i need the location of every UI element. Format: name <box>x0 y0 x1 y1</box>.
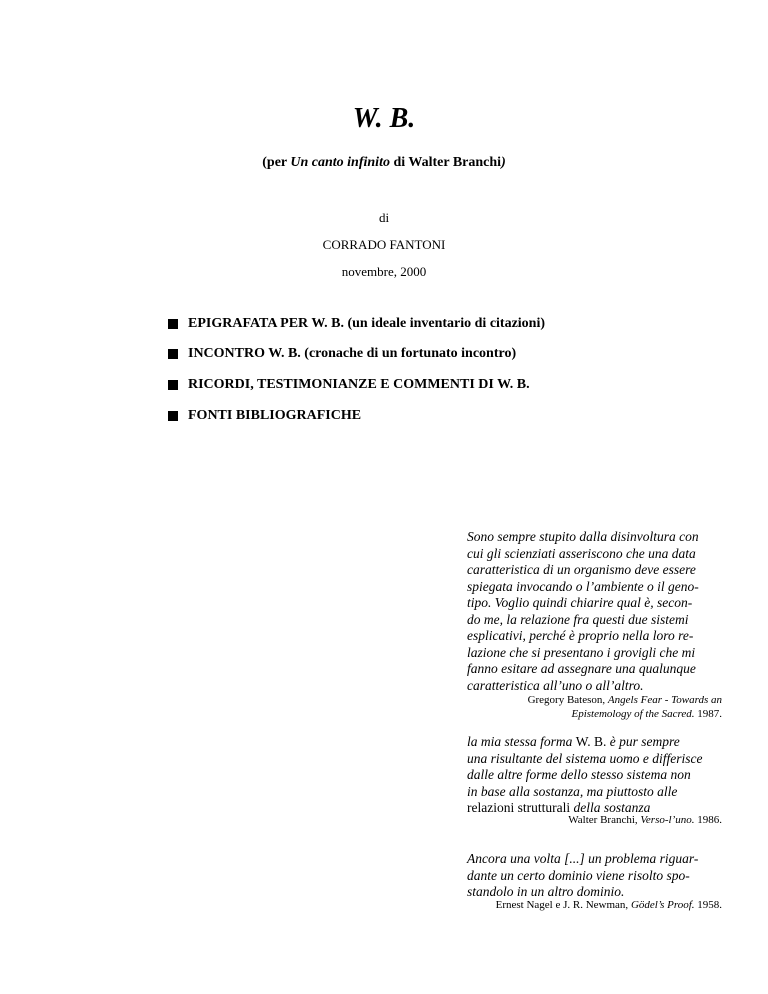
citation-year: 1987. <box>694 708 722 720</box>
quote-line: dante un certo dominio viene risolto spo- <box>467 867 690 883</box>
publication-date: novembre, 2000 <box>341 264 427 279</box>
epigraph-branchi <box>467 734 737 817</box>
document-title: W. B. <box>352 103 416 134</box>
quote-fragment: relazioni strutturali <box>467 800 571 815</box>
by-line: di <box>378 210 390 225</box>
author-name: CORRADO FANTONI <box>322 237 446 252</box>
quote-line: in base alla sostanza, ma piuttosto alle <box>467 783 678 799</box>
document-subtitle <box>0 155 768 171</box>
citation-work: Verso-l’uno. <box>640 814 695 826</box>
quote-line: cui gli scienziati asseriscono che una data <box>467 545 696 561</box>
quote-line: tipo. Voglio quindi chiarire qual è, secon- <box>467 595 693 610</box>
citation-work: Epistemology of the Sacred. <box>571 708 695 720</box>
quote-line: Sono sempre stupito dalla disinvoltura con <box>467 529 699 544</box>
section-link-label: FONTI BIBLIOGRAFICHE <box>188 408 362 423</box>
citation-year: 1986. <box>694 814 722 826</box>
quote-line: una risultante del sistema uomo e differisce <box>467 750 703 766</box>
subtitle-middle: di Walter Branchi <box>389 155 502 170</box>
citation-author: Ernest Nagel e J. R. Newman, <box>495 899 631 911</box>
subtitle-close: ) <box>501 155 506 170</box>
quote-fragment: della sostanza <box>570 800 651 815</box>
quote-line: lazione che si presentano i grovigli che mi <box>467 644 696 660</box>
citation-author: Walter Branchi, <box>568 814 641 826</box>
section-link-label: RICORDI, TESTIMONIANZE E COMMENTI DI W. B. <box>188 377 530 392</box>
epigraph-nagel-newman <box>467 851 737 901</box>
quote-line: dalle altre forme dello stesso sistema non <box>467 767 691 782</box>
citation-line <box>440 898 722 912</box>
quote-line: caratteristica di un organismo deve essere <box>467 562 696 577</box>
quote-fragment: è pur sempre <box>606 734 680 749</box>
quote-line: fanno esitare ad assegnare una qualunque <box>467 661 696 676</box>
square-bullet-icon <box>168 380 178 390</box>
citation-year: 1958. <box>694 899 722 911</box>
quote-line: caratteristica all’uno o all’altro. <box>467 677 644 693</box>
citation-line <box>440 693 722 707</box>
citation-line <box>440 707 722 721</box>
section-link-fonti[interactable] <box>168 406 361 426</box>
section-link-label: EPIGRAFATA PER W. B. (un ideale inventario di citazioni) <box>188 316 546 331</box>
quote-fragment: la mia stessa forma <box>467 734 576 749</box>
citation-author: Gregory Bateson, <box>527 694 608 706</box>
citation-nagel-newman <box>440 898 722 912</box>
quote-line: Ancora una volta [...] un problema riguar- <box>467 851 699 866</box>
epigraph-bateson <box>467 529 737 694</box>
square-bullet-icon <box>168 349 178 359</box>
quote-line: standolo in un altro dominio. <box>467 884 625 899</box>
quote-line: esplicativi, perché è proprio nella loro re- <box>467 628 694 643</box>
square-bullet-icon <box>168 319 178 329</box>
square-bullet-icon <box>168 411 178 421</box>
subtitle-work: Un canto infinito <box>290 155 390 170</box>
quote-fragment: W. B. <box>575 734 607 749</box>
section-link-incontro[interactable] <box>168 344 516 364</box>
citation-work: Gödel’s Proof. <box>630 899 695 911</box>
citation-bateson <box>440 693 722 721</box>
citation-work: Angels Fear - Towards an <box>607 694 722 706</box>
quote-line: spiegata invocando o l’ambiente o il geno- <box>467 578 699 594</box>
section-link-ricordi[interactable] <box>168 375 530 395</box>
subtitle-open: (per <box>262 155 291 170</box>
section-link-epigrafata[interactable] <box>168 314 545 334</box>
section-link-label: INCONTRO W. B. (cronache di un fortunato incontro) <box>188 346 517 361</box>
citation-branchi <box>440 813 722 827</box>
quote-line: do me, la relazione fra questi due sistemi <box>467 611 689 627</box>
quote-line <box>467 734 737 751</box>
citation-line <box>440 813 722 827</box>
